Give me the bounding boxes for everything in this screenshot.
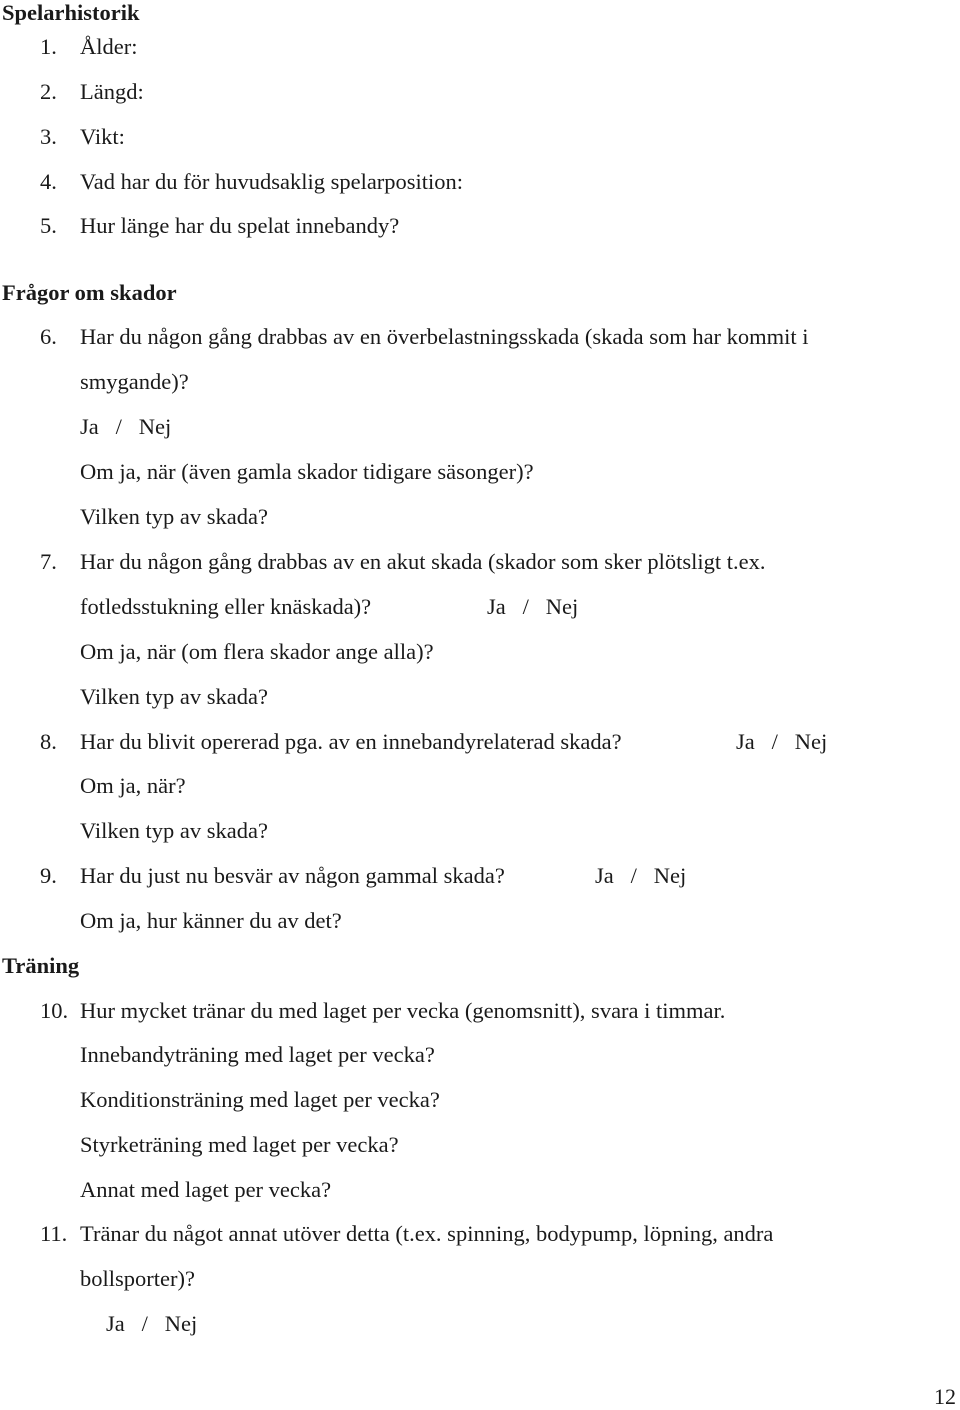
question-text-continued: bollsporter)? [80,1266,195,1291]
follow-up-how: Om ja, hur känner du av det? [80,908,342,933]
follow-up-type: Vilken typ av skada? [80,504,268,529]
question-text: Längd: [80,79,144,104]
question-text: Har du blivit opererad pga. av en innebandyrelaterad skada? [80,729,622,754]
yes-no-option: Ja / Nej [595,863,687,888]
question-number: 10. [40,998,69,1023]
question-text: Har du någon gång drabbas av en akut skada (skador som sker plötsligt t.ex. [80,549,766,574]
question-number: 9. [40,863,57,888]
follow-up-type: Vilken typ av skada? [80,684,268,709]
question-text: Tränar du något annat utöver detta (t.ex. spinning, bodypump, löpning, andra [80,1221,774,1246]
follow-up-type: Vilken typ av skada? [80,818,268,843]
question-text: Vikt: [80,124,125,149]
follow-up-when: Om ja, när? [80,773,186,798]
page-number: 12 [934,1384,956,1409]
yes-no-option: Ja / Nej [80,414,172,439]
question-number: 3. [40,124,57,149]
question-number: 2. [40,79,57,104]
question-text: Hur mycket tränar du med laget per vecka (genomsnitt), svara i timmar. [80,998,726,1023]
question-text: Ålder: [80,34,138,59]
sub-question: Innebandyträning med laget per vecka? [80,1042,435,1067]
question-number: 11. [40,1221,68,1246]
sub-question: Konditionsträning med laget per vecka? [80,1087,440,1112]
question-text-continued: fotledsstukning eller knäskada)? [80,594,372,619]
question-number: 1. [40,34,57,59]
question-number: 7. [40,549,57,574]
question-text: Hur länge har du spelat innebandy? [80,213,400,238]
question-text: Har du någon gång drabbas av en överbelastningsskada (skada som har kommit i [80,324,809,349]
section-heading-player-history: Spelarhistorik [2,0,140,25]
section-heading-injuries: Frågor om skador [2,280,177,305]
question-number: 5. [40,213,57,238]
sub-question: Annat med laget per vecka? [80,1177,332,1202]
sub-question: Styrketräning med laget per vecka? [80,1132,399,1157]
yes-no-option: Ja / Nej [736,729,828,754]
section-heading-training: Träning [2,953,80,978]
question-text: Vad har du för huvudsaklig spelarposition: [80,169,464,194]
question-number: 6. [40,324,57,349]
yes-no-option: Ja / Nej [487,594,579,619]
question-text-continued: smygande)? [80,369,189,394]
follow-up-when: Om ja, när (om flera skador ange alla)? [80,639,434,664]
question-text: Har du just nu besvär av någon gammal skada? [80,863,505,888]
follow-up-when: Om ja, när (även gamla skador tidigare säsonger)? [80,459,534,484]
question-number: 4. [40,169,57,194]
question-number: 8. [40,729,57,754]
yes-no-option: Ja / Nej [106,1311,198,1336]
